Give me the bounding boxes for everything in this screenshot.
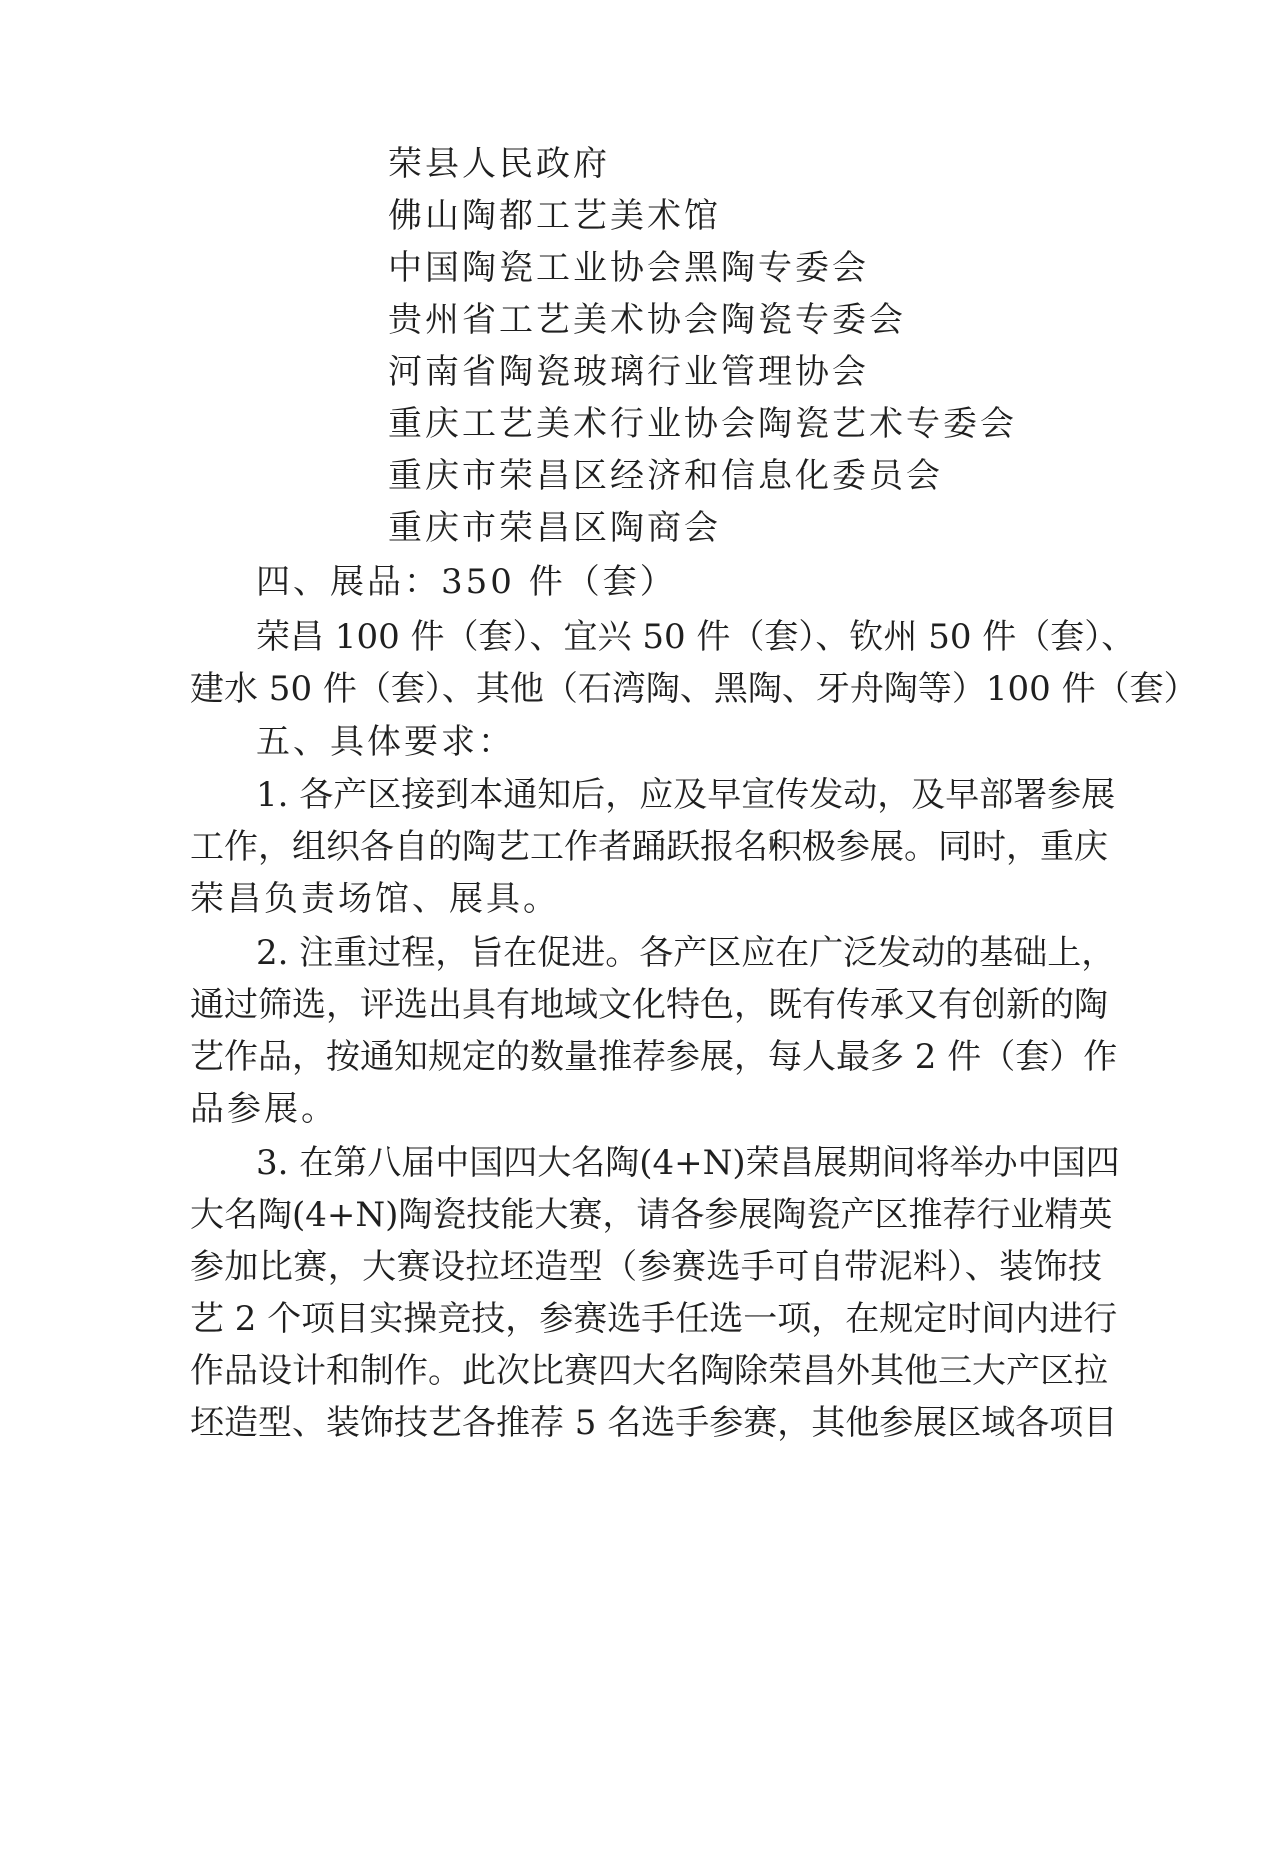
organizer-black-pottery-committee: 中国陶瓷工业协会黑陶专委会 xyxy=(388,248,869,288)
organizer-chongqing-ceramic-art-committee: 重庆工艺美术行业协会陶瓷艺术专委会 xyxy=(388,404,1017,444)
requirement-3-line-3: 参加比赛，大赛设拉坯造型（参赛选手可自带泥料）、装饰技 xyxy=(190,1247,1102,1287)
requirement-3-line-2: 大名陶(4+N)陶瓷技能大赛，请各参展陶瓷产区推荐行业精英 xyxy=(190,1195,1113,1235)
requirement-3-line-5: 作品设计和制作。此次比赛四大名陶除荣昌外其他三大产区拉 xyxy=(190,1351,1108,1391)
requirement-2-line-4: 品参展。 xyxy=(190,1089,338,1129)
organizer-foshan-museum: 佛山陶都工艺美术馆 xyxy=(388,196,721,236)
organizer-guizhou-ceramics-committee: 贵州省工艺美术协会陶瓷专委会 xyxy=(388,300,906,340)
requirement-3-line-4: 艺 2 个项目实操竞技，参赛选手任选一项，在规定时间内进行 xyxy=(190,1299,1118,1339)
requirement-1-line-1: 1. 各产区接到本通知后，应及早宣传发动，及早部署参展 xyxy=(256,775,1116,815)
section-4-heading: 四、展品：350 件（套） xyxy=(256,562,677,602)
organizer-rongchang-economy-committee: 重庆市荣昌区经济和信息化委员会 xyxy=(388,456,943,496)
requirement-3-line-1: 3. 在第八届中国四大名陶(4+N)荣昌展期间将举办中国四 xyxy=(256,1143,1120,1183)
requirement-2-line-1: 2. 注重过程，旨在促进。各产区应在广泛发动的基础上， xyxy=(256,933,1116,973)
requirement-2-line-3: 艺作品，按通知规定的数量推荐参展，每人最多 2 件（套）作 xyxy=(190,1037,1118,1077)
organizer-henan-ceramics-glass-association: 河南省陶瓷玻璃行业管理协会 xyxy=(388,352,869,392)
organizer-rongxian-government: 荣县人民政府 xyxy=(388,144,610,184)
requirement-3-line-6: 坯造型、装饰技艺各推荐 5 名选手参赛，其他参展区域各项目 xyxy=(190,1403,1118,1443)
requirement-1-line-2: 工作，组织各自的陶艺工作者踊跃报名积极参展。同时，重庆 xyxy=(190,827,1108,867)
requirement-2-line-2: 通过筛选，评选出具有地域文化特色，既有传承又有创新的陶 xyxy=(190,985,1108,1025)
section-4-line-2: 建水 50 件（套）、其他（石湾陶、黑陶、牙舟陶等）100 件（套） xyxy=(190,669,1198,709)
section-5-heading: 五、具体要求： xyxy=(256,722,515,762)
requirement-1-line-3: 荣昌负责场馆、展具。 xyxy=(190,879,560,919)
section-4-line-1: 荣昌 100 件（套）、宜兴 50 件（套）、钦州 50 件（套）、 xyxy=(256,617,1136,657)
organizer-rongchang-pottery-chamber: 重庆市荣昌区陶商会 xyxy=(388,508,721,548)
